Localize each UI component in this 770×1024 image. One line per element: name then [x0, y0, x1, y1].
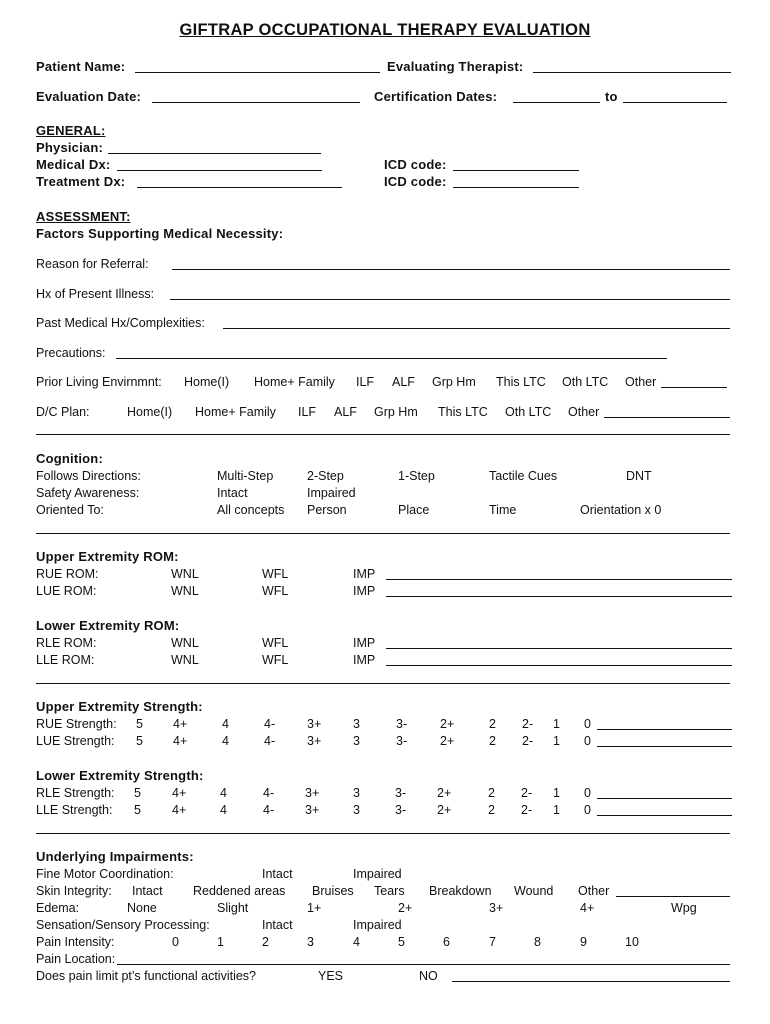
- rle-strength-field[interactable]: [597, 798, 732, 799]
- lue-rom-wnl[interactable]: WNL: [171, 584, 199, 598]
- rue-rom-field[interactable]: [386, 579, 732, 580]
- dc-plan-label: D/C Plan:: [36, 405, 90, 419]
- oriented-all-concepts[interactable]: All concepts: [217, 503, 285, 517]
- rle-rom-imp[interactable]: IMP: [353, 636, 376, 650]
- follows-dnt[interactable]: DNT: [626, 469, 652, 483]
- lue-strength-4plus[interactable]: 4+: [173, 734, 188, 748]
- patient-name-label: Patient Name:: [36, 59, 126, 74]
- edema-label: Edema:: [36, 901, 80, 915]
- rue-strength-0[interactable]: 0: [584, 717, 591, 731]
- cognition-line[interactable]: [36, 533, 730, 534]
- rle-strength-2[interactable]: 2: [488, 786, 495, 800]
- pain-limit-field[interactable]: [452, 981, 730, 982]
- physician-label: Physician:: [36, 140, 104, 155]
- rue-strength-3[interactable]: 3: [353, 717, 360, 731]
- edema-none[interactable]: None: [127, 901, 157, 915]
- rue-strength-4plus[interactable]: 4+: [173, 717, 188, 731]
- icd-code-label-2: ICD code:: [384, 174, 447, 189]
- lue-strength-1[interactable]: 1: [553, 734, 560, 748]
- lle-rom-wnl[interactable]: WNL: [171, 653, 199, 667]
- lue-strength-5[interactable]: 5: [136, 734, 143, 748]
- rue-strength-field[interactable]: [597, 729, 732, 730]
- lle-strength-5[interactable]: 5: [134, 803, 141, 817]
- pain-limit-yes[interactable]: YES: [318, 969, 344, 983]
- lue-strength-4[interactable]: 4: [222, 734, 229, 748]
- rle-strength-1[interactable]: 1: [553, 786, 560, 800]
- lle-strength-label: LLE Strength:: [36, 803, 113, 817]
- pain-8[interactable]: 8: [534, 935, 541, 949]
- lle-strength-0[interactable]: 0: [584, 803, 591, 817]
- rue-rom-label: RUE ROM:: [36, 567, 99, 581]
- lue-strength-field[interactable]: [597, 746, 732, 747]
- rue-strength-1[interactable]: 1: [553, 717, 560, 731]
- rle-strength-4[interactable]: 4: [220, 786, 227, 800]
- prior-living-other[interactable]: Other: [625, 375, 657, 389]
- lle-rom-label: LLE ROM:: [36, 653, 95, 667]
- hx-present-illness-label: Hx of Present Illness:: [36, 287, 155, 301]
- rue-strength-label: RUE Strength:: [36, 717, 117, 731]
- icd-code-label-1: ICD code:: [384, 157, 447, 172]
- ue-strength-heading: Upper Extremity Strength:: [36, 699, 203, 714]
- lue-strength-3plus[interactable]: 3+: [307, 734, 322, 748]
- safety-impaired[interactable]: Impaired: [307, 486, 356, 500]
- rle-strength-2minus[interactable]: 2-: [521, 786, 533, 800]
- skin-breakdown[interactable]: Breakdown: [429, 884, 492, 898]
- follows-2-step[interactable]: 2-Step: [307, 469, 344, 483]
- hx-present-illness-field[interactable]: [170, 299, 730, 300]
- prior-living-alf[interactable]: ALF: [392, 375, 415, 389]
- rle-strength-5[interactable]: 5: [134, 786, 141, 800]
- fine-motor-label: Fine Motor Coordination:: [36, 867, 174, 881]
- dc-plan-home-i[interactable]: Home(I): [127, 405, 173, 419]
- follows-1-step[interactable]: 1-Step: [398, 469, 435, 483]
- pain-7[interactable]: 7: [489, 935, 496, 949]
- rle-strength-3[interactable]: 3: [353, 786, 360, 800]
- skin-other-field[interactable]: [616, 896, 730, 897]
- rom-line[interactable]: [36, 683, 730, 684]
- lle-strength-4plus[interactable]: 4+: [172, 803, 187, 817]
- lle-strength-field[interactable]: [597, 815, 732, 816]
- rle-strength-4minus[interactable]: 4-: [263, 786, 275, 800]
- lue-strength-3[interactable]: 3: [353, 734, 360, 748]
- rue-strength-4minus[interactable]: 4-: [264, 717, 276, 731]
- rle-rom-field[interactable]: [386, 648, 732, 649]
- certification-dates-label: Certification Dates:: [374, 89, 498, 104]
- le-strength-heading: Lower Extremity Strength:: [36, 768, 204, 783]
- oriented-time[interactable]: Time: [489, 503, 517, 517]
- certification-start-field[interactable]: [513, 102, 600, 103]
- rue-strength-3plus[interactable]: 3+: [307, 717, 322, 731]
- dc-plan-oth-ltc[interactable]: Oth LTC: [505, 405, 552, 419]
- rle-strength-label: RLE Strength:: [36, 786, 115, 800]
- rue-strength-2[interactable]: 2: [489, 717, 496, 731]
- pain-0[interactable]: 0: [172, 935, 179, 949]
- strength-line[interactable]: [36, 833, 730, 834]
- prior-living-label: Prior Living Envirnmnt:: [36, 375, 162, 389]
- lue-rom-label: LUE ROM:: [36, 584, 97, 598]
- follows-tactile-cues[interactable]: Tactile Cues: [489, 469, 558, 483]
- pain-limit-no[interactable]: NO: [419, 969, 438, 983]
- lue-strength-3minus[interactable]: 3-: [396, 734, 408, 748]
- rle-strength-4plus[interactable]: 4+: [172, 786, 187, 800]
- rle-rom-label: RLE ROM:: [36, 636, 97, 650]
- skin-wound[interactable]: Wound: [514, 884, 554, 898]
- rle-strength-0[interactable]: 0: [584, 786, 591, 800]
- rue-strength-2plus[interactable]: 2+: [440, 717, 455, 731]
- lue-rom-imp[interactable]: IMP: [353, 584, 376, 598]
- pain-intensity-label: Pain Intensity:: [36, 935, 115, 949]
- dc-plan-line[interactable]: [36, 434, 730, 435]
- certification-end-field[interactable]: [623, 102, 727, 103]
- general-heading: GENERAL:: [36, 123, 106, 138]
- oriented-place[interactable]: Place: [398, 503, 430, 517]
- follows-directions-label: Follows Directions:: [36, 469, 141, 483]
- treatment-dx-label: Treatment Dx:: [36, 174, 126, 189]
- pain-4[interactable]: 4: [353, 935, 360, 949]
- rle-rom-wfl[interactable]: WFL: [262, 636, 289, 650]
- icd-code-field-1[interactable]: [453, 170, 579, 171]
- lle-strength-2minus[interactable]: 2-: [521, 803, 533, 817]
- lle-strength-3[interactable]: 3: [353, 803, 360, 817]
- lue-strength-2plus[interactable]: 2+: [440, 734, 455, 748]
- lle-rom-wfl[interactable]: WFL: [262, 653, 289, 667]
- pain-limit-label: Does pain limit pt’s functional activities?: [36, 969, 257, 983]
- precautions-field[interactable]: [116, 358, 667, 359]
- edema-2plus[interactable]: 2+: [398, 901, 413, 915]
- evaluating-therapist-field[interactable]: [533, 72, 731, 73]
- treatment-dx-field[interactable]: [137, 187, 342, 188]
- lue-rom-field[interactable]: [386, 596, 732, 597]
- rue-rom-imp[interactable]: IMP: [353, 567, 376, 581]
- oriented-person[interactable]: Person: [307, 503, 347, 517]
- skin-tears[interactable]: Tears: [374, 884, 405, 898]
- rle-strength-3minus[interactable]: 3-: [395, 786, 407, 800]
- patient-name-field[interactable]: [135, 72, 380, 73]
- edema-slight[interactable]: Slight: [217, 901, 249, 915]
- edema-1plus[interactable]: 1+: [307, 901, 322, 915]
- sensation-label: Sensation/Sensory Processing:: [36, 918, 210, 932]
- fine-motor-impaired[interactable]: Impaired: [353, 867, 402, 881]
- assessment-heading: ASSESSMENT:: [36, 209, 131, 224]
- safety-intact[interactable]: Intact: [217, 486, 248, 500]
- icd-code-field-2[interactable]: [453, 187, 579, 188]
- factors-heading: Factors Supporting Medical Necessity:: [36, 226, 284, 241]
- sensation-intact[interactable]: Intact: [262, 918, 293, 932]
- skin-integrity-label: Skin Integrity:: [36, 884, 112, 898]
- pain-1[interactable]: 1: [217, 935, 224, 949]
- skin-intact[interactable]: Intact: [132, 884, 163, 898]
- lle-strength-3minus[interactable]: 3-: [395, 803, 407, 817]
- rue-strength-3minus[interactable]: 3-: [396, 717, 408, 731]
- pain-10[interactable]: 10: [625, 935, 639, 949]
- pain-5[interactable]: 5: [398, 935, 405, 949]
- prior-living-home-family[interactable]: Home+ Family: [254, 375, 335, 389]
- pain-location-label: Pain Location:: [36, 952, 116, 966]
- evaluation-date-field[interactable]: [152, 102, 360, 103]
- prior-living-grp-hm[interactable]: Grp Hm: [432, 375, 476, 389]
- physician-field[interactable]: [108, 153, 321, 154]
- follows-multi-step[interactable]: Multi-Step: [217, 469, 274, 483]
- form-title: GIFTRAP OCCUPATIONAL THERAPY EVALUATION: [179, 21, 591, 39]
- pain-3[interactable]: 3: [307, 935, 314, 949]
- edema-4plus[interactable]: 4+: [580, 901, 595, 915]
- rue-strength-4[interactable]: 4: [222, 717, 229, 731]
- sensation-impaired[interactable]: Impaired: [353, 918, 402, 932]
- oriented-x0[interactable]: Orientation x 0: [580, 503, 662, 517]
- safety-awareness-label: Safety Awareness:: [36, 486, 140, 500]
- lue-strength-0[interactable]: 0: [584, 734, 591, 748]
- dc-plan-this-ltc[interactable]: This LTC: [438, 405, 488, 419]
- rle-strength-3plus[interactable]: 3+: [305, 786, 320, 800]
- dc-plan-home-family[interactable]: Home+ Family: [195, 405, 276, 419]
- rue-strength-2minus[interactable]: 2-: [522, 717, 534, 731]
- lle-strength-1[interactable]: 1: [553, 803, 560, 817]
- prior-living-oth-ltc[interactable]: Oth LTC: [562, 375, 609, 389]
- reason-for-referral-label: Reason for Referral:: [36, 257, 149, 271]
- past-medical-hx-field[interactable]: [223, 328, 730, 329]
- lle-strength-4minus[interactable]: 4-: [263, 803, 275, 817]
- rue-rom-wnl[interactable]: WNL: [171, 567, 199, 581]
- skin-other[interactable]: Other: [578, 884, 610, 898]
- ue-rom-heading: Upper Extremity ROM:: [36, 549, 179, 564]
- rle-strength-2plus[interactable]: 2+: [437, 786, 452, 800]
- lue-rom-wfl[interactable]: WFL: [262, 584, 289, 598]
- rle-rom-wnl[interactable]: WNL: [171, 636, 199, 650]
- cognition-heading: Cognition:: [36, 451, 103, 466]
- lle-strength-2[interactable]: 2: [488, 803, 495, 817]
- prior-living-home-i[interactable]: Home(I): [184, 375, 230, 389]
- precautions-label: Precautions:: [36, 346, 106, 360]
- prior-living-other-field[interactable]: [661, 387, 727, 388]
- medical-dx-field[interactable]: [117, 170, 322, 171]
- pain-9[interactable]: 9: [580, 935, 587, 949]
- to-label: to: [605, 89, 618, 104]
- dc-plan-grp-hm[interactable]: Grp Hm: [374, 405, 418, 419]
- lle-strength-4[interactable]: 4: [220, 803, 227, 817]
- pain-location-field[interactable]: [117, 964, 730, 965]
- dc-plan-ilf[interactable]: ILF: [298, 405, 317, 419]
- lue-strength-2minus[interactable]: 2-: [522, 734, 534, 748]
- rue-rom-wfl[interactable]: WFL: [262, 567, 289, 581]
- prior-living-this-ltc[interactable]: This LTC: [496, 375, 546, 389]
- dc-plan-other[interactable]: Other: [568, 405, 600, 419]
- reason-for-referral-field[interactable]: [172, 269, 730, 270]
- lue-strength-2[interactable]: 2: [489, 734, 496, 748]
- edema-3plus[interactable]: 3+: [489, 901, 504, 915]
- lle-rom-field[interactable]: [386, 665, 732, 666]
- fine-motor-intact[interactable]: Intact: [262, 867, 293, 881]
- dc-plan-other-field[interactable]: [604, 417, 730, 418]
- prior-living-ilf[interactable]: ILF: [356, 375, 375, 389]
- skin-bruises[interactable]: Bruises: [312, 884, 354, 898]
- edema-wpg[interactable]: Wpg: [671, 901, 697, 915]
- lue-strength-label: LUE Strength:: [36, 734, 115, 748]
- lle-rom-imp[interactable]: IMP: [353, 653, 376, 667]
- evaluating-therapist-label: Evaluating Therapist:: [387, 59, 524, 74]
- pain-6[interactable]: 6: [443, 935, 450, 949]
- lue-strength-4minus[interactable]: 4-: [264, 734, 276, 748]
- oriented-to-label: Oriented To:: [36, 503, 104, 517]
- evaluation-date-label: Evaluation Date:: [36, 89, 142, 104]
- skin-reddened-areas[interactable]: Reddened areas: [193, 884, 286, 898]
- impairments-heading: Underlying Impairments:: [36, 849, 194, 864]
- rue-strength-5[interactable]: 5: [136, 717, 143, 731]
- lle-strength-2plus[interactable]: 2+: [437, 803, 452, 817]
- lle-strength-3plus[interactable]: 3+: [305, 803, 320, 817]
- medical-dx-label: Medical Dx:: [36, 157, 111, 172]
- past-medical-hx-label: Past Medical Hx/Complexities:: [36, 316, 205, 330]
- dc-plan-alf[interactable]: ALF: [334, 405, 357, 419]
- pain-2[interactable]: 2: [262, 935, 269, 949]
- le-rom-heading: Lower Extremity ROM:: [36, 618, 180, 633]
